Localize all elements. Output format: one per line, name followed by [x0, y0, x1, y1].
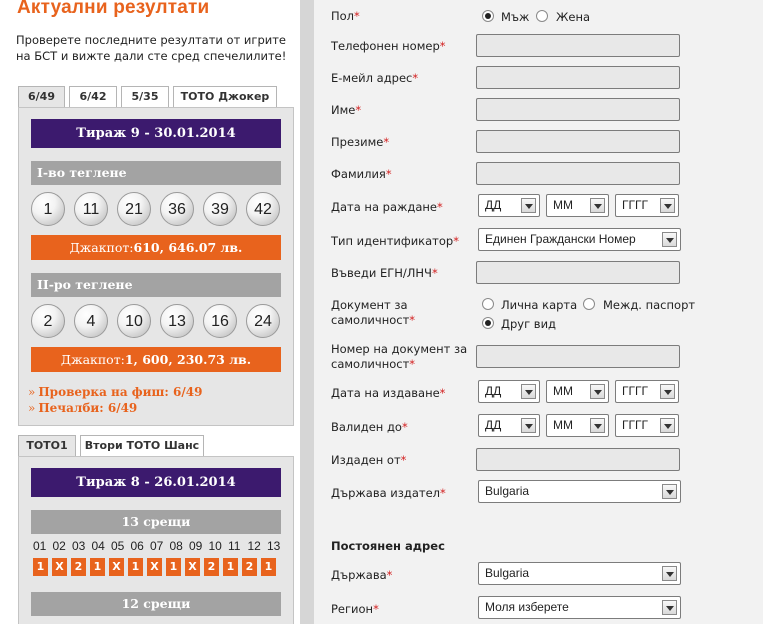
phone-label: Телефонен номер*	[331, 39, 446, 53]
issue-month-select[interactable]: ММ	[546, 380, 609, 403]
match-results	[33, 558, 280, 576]
match-result: X	[109, 558, 124, 576]
issue-day-select[interactable]: ДД	[478, 380, 540, 403]
lotto-ball: 21	[117, 192, 151, 226]
chevron-down-icon	[521, 384, 536, 399]
match-number: 11	[228, 539, 241, 553]
draw-title: Тираж 9 - 30.01.2014	[31, 119, 281, 148]
tab-toto-joker[interactable]: ТОТО Джокер	[173, 86, 277, 108]
chevron-down-icon	[521, 198, 536, 213]
lotto-ball: 13	[160, 304, 194, 338]
issued-by-label: Издаден от*	[331, 453, 407, 467]
match-result: 1	[90, 558, 105, 576]
match-result: X	[147, 558, 162, 576]
doc-other-radio[interactable]	[482, 317, 494, 329]
chevron-down-icon	[660, 418, 675, 433]
winnings-link[interactable]: » Печалби: 6/49	[28, 401, 138, 415]
doc-other-label: Друг вид	[501, 317, 556, 331]
chevron-down-icon	[662, 484, 677, 499]
first-name-label: Име*	[331, 103, 362, 117]
jackpot-value: 1, 600, 230.73 лв.	[124, 352, 252, 367]
toto-panel	[18, 456, 294, 624]
match-result: 1	[261, 558, 276, 576]
chevron-down-icon	[660, 384, 675, 399]
toto-draw-title: Тираж 8 - 26.01.2014	[31, 468, 281, 497]
lotto-ball: 10	[117, 304, 151, 338]
match-number: 09	[189, 539, 203, 553]
last-name-field[interactable]	[476, 162, 680, 185]
doc-passport-label: Межд. паспорт	[603, 298, 696, 312]
lotto-ball: 2	[31, 304, 65, 338]
region-label: Регион*	[331, 602, 379, 616]
match-result: 2	[204, 558, 219, 576]
doc-id-card-label: Лична карта	[501, 298, 578, 312]
doc-passport-radio[interactable]	[583, 298, 595, 310]
match-result: 1	[128, 558, 143, 576]
chevron-down-icon	[662, 600, 677, 615]
id-type-label: Тип идентификатор*	[331, 234, 459, 248]
lotto-ball: 4	[74, 304, 108, 338]
match-result: 2	[242, 558, 257, 576]
match-number: 06	[130, 539, 144, 553]
issuing-country-select[interactable]: Bulgaria	[478, 480, 681, 503]
phone-field[interactable]	[476, 34, 680, 57]
page-title: Актуални резултати	[17, 0, 210, 18]
lotto-ball: 11	[74, 192, 108, 226]
gender-label: Пол*	[331, 9, 360, 23]
issue-year-select[interactable]: ГГГГ	[615, 380, 679, 403]
result-links	[28, 384, 202, 416]
section-12-matches: 12 срещи	[31, 592, 281, 616]
middle-name-field[interactable]	[476, 130, 680, 153]
tab-5-35[interactable]: 5/35	[121, 86, 169, 108]
gender-female-radio[interactable]	[536, 10, 548, 22]
permanent-address-title: Постоянен адрес	[331, 539, 445, 553]
jackpot-label: Джакпот:	[60, 352, 125, 367]
chevron-down-icon	[521, 418, 536, 433]
egn-label: Въведи ЕГН/ЛНЧ*	[331, 266, 438, 280]
match-result: X	[185, 558, 200, 576]
match-result: X	[52, 558, 67, 576]
lotto-ball: 42	[246, 192, 280, 226]
chevron-down-icon	[590, 384, 605, 399]
match-result: 2	[71, 558, 86, 576]
match-number: 01	[33, 539, 47, 553]
registration-form	[314, 0, 763, 624]
chevron-down-icon	[660, 198, 675, 213]
doc-id-card-radio[interactable]	[482, 298, 494, 310]
match-result: 1	[166, 558, 181, 576]
match-number: 07	[150, 539, 164, 553]
egn-field[interactable]	[476, 261, 680, 284]
gender-female-label: Жена	[556, 10, 591, 24]
valid-day-select[interactable]: ДД	[478, 414, 540, 437]
results-sidebar	[0, 0, 300, 624]
lotto-ball: 16	[203, 304, 237, 338]
email-field[interactable]	[476, 66, 680, 89]
first-draw-balls	[31, 192, 289, 226]
gender-male-radio[interactable]	[482, 10, 494, 22]
region-select[interactable]: Моля изберете	[478, 596, 681, 619]
match-number: 13	[267, 539, 281, 553]
lotto-ball: 39	[203, 192, 237, 226]
birth-date-label: Дата на раждане*	[331, 200, 443, 214]
lotto-ball: 36	[160, 192, 194, 226]
chevron-down-icon	[662, 566, 677, 581]
match-numbers	[33, 539, 287, 553]
match-number: 03	[72, 539, 86, 553]
first-jackpot	[31, 235, 281, 260]
section-13-matches: 13 срещи	[31, 510, 281, 534]
match-number: 12	[247, 539, 261, 553]
match-number: 05	[111, 539, 125, 553]
middle-name-label: Презиме*	[331, 135, 390, 149]
issuing-country-label: Държава издател*	[331, 486, 446, 500]
intro-text: Проверете последните резултати от игрите на БСТ и вижте дали сте сред спечелилите!	[16, 33, 287, 63]
birth-month-select[interactable]: ММ	[546, 194, 609, 217]
check-ticket-link[interactable]: » Проверка на фиш: 6/49	[28, 385, 203, 399]
column-divider	[300, 0, 314, 624]
match-number: 10	[208, 539, 222, 553]
valid-year-select[interactable]: ГГГГ	[615, 414, 679, 437]
second-draw-label: II-ро теглене	[31, 273, 281, 297]
tab-toto1[interactable]: ТОТО1	[18, 435, 76, 457]
page-margin	[763, 0, 783, 624]
document-type-label: Документ за самоличност*	[331, 298, 416, 327]
id-type-select[interactable]: Единен Граждански Номер	[478, 228, 681, 251]
email-label: Е-мейл адрес*	[331, 71, 419, 85]
first-name-field[interactable]	[476, 98, 680, 121]
second-jackpot	[31, 347, 281, 372]
second-draw-balls	[31, 304, 289, 338]
match-number: 04	[91, 539, 105, 553]
chevron-down-icon	[662, 232, 677, 247]
first-draw-label: I-во теглене	[31, 161, 281, 185]
tab-second-toto-chance[interactable]: Втори ТОТО Шанс	[80, 435, 204, 457]
tab-6-42[interactable]: 6/42	[69, 86, 117, 108]
chevron-down-icon	[590, 418, 605, 433]
tab-6-49[interactable]: 6/49	[18, 86, 65, 108]
valid-to-label: Валиден до*	[331, 420, 408, 434]
lotto-ball: 24	[246, 304, 280, 338]
issued-by-field[interactable]	[476, 448, 680, 471]
birth-day-select[interactable]: ДД	[478, 194, 540, 217]
lotto-panel	[18, 107, 294, 426]
lotto-tabs	[18, 86, 281, 108]
match-number: 08	[169, 539, 183, 553]
document-number-label: Номер на документ за самоличност*	[331, 342, 468, 371]
chevron-down-icon	[590, 198, 605, 213]
lotto-ball: 1	[31, 192, 65, 226]
match-number: 02	[52, 539, 66, 553]
issue-date-label: Дата на издаване*	[331, 386, 446, 400]
birth-year-select[interactable]: ГГГГ	[615, 194, 679, 217]
valid-month-select[interactable]: ММ	[546, 414, 609, 437]
last-name-label: Фамилия*	[331, 167, 392, 181]
country-label: Държава*	[331, 568, 393, 582]
gender-male-label: Мъж	[501, 10, 530, 24]
toto-tabs	[18, 435, 208, 457]
country-select[interactable]: Bulgaria	[478, 562, 681, 585]
jackpot-label: Джакпот:	[69, 240, 134, 255]
match-result: 1	[223, 558, 238, 576]
match-result: 1	[33, 558, 48, 576]
jackpot-value: 610, 646.07 лв.	[133, 240, 243, 255]
document-number-field[interactable]	[476, 345, 680, 368]
